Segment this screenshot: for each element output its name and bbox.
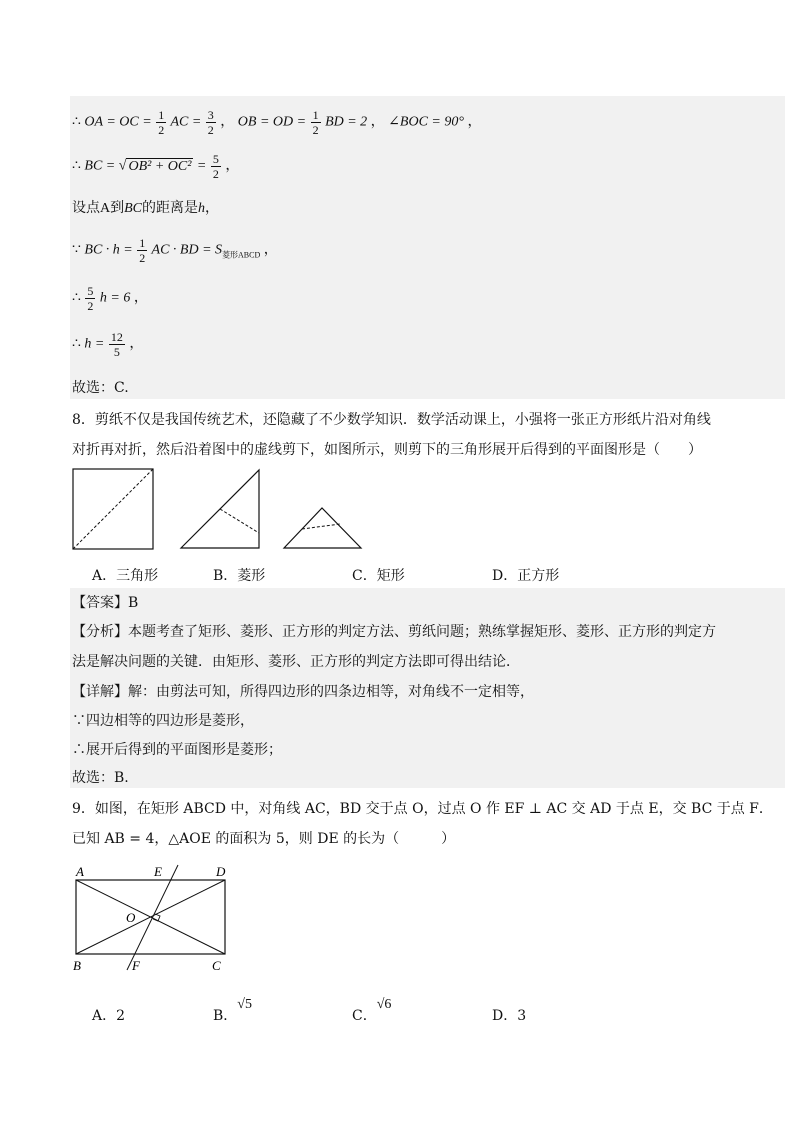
q8-option-c: C．矩形 <box>352 568 405 584</box>
q7-step-3: 设点A到BC的距离是h， <box>72 200 220 216</box>
q8-answer: 【答案】B <box>72 595 139 611</box>
q7-step-6: ∴ h = $\frac{12}{5}$ ， <box>72 330 144 359</box>
q7-choice: 故选：C. <box>72 380 129 396</box>
q9-label-a: A <box>76 864 84 879</box>
q8-square-diagonal <box>73 469 153 549</box>
q8-analysis-line-1: 【分析】本题考查了矩形、菱形、正方形的判定方法、剪纸问题；熟练掌握矩形、菱形、正方形的判定方 <box>72 624 716 640</box>
q9-label-o: O <box>126 910 136 925</box>
q9-option-b: B．√5 <box>213 997 252 1024</box>
q9-option-a: A．2 <box>92 1008 126 1024</box>
q8-detail-line-1: 【详解】解：由剪法可知，所得四边形的四条边相等，对角线不一定相等， <box>72 684 534 700</box>
q8-question-line-1: 8．剪纸不仅是我国传统艺术，还隐藏了不少数学知识．数学活动课上，小强将一张正方形纸片沿对角线 <box>72 412 711 428</box>
q9-question-line-1: 9．如图，在矩形 ABCD 中，对角线 AC，BD 交于点 O，过点 O 作 EF ⊥ AC 交 AD 于点 E，交 BC 于点 F． <box>72 801 773 817</box>
q8-small-triangle-dash <box>302 524 340 529</box>
q7-step-5: ∴ $\frac{5}{2}$ h = 6 ， <box>72 284 148 313</box>
q8-detail-line-3: ∴展开后得到的平面图形是菱形； <box>72 742 282 758</box>
q9-option-b-value: √5 <box>237 997 252 1012</box>
q9-option-d: D．3 <box>492 1008 527 1024</box>
q7-step-4: ∵ BC · h = $\frac{1}{2}$ AC · BD = $S_{菱形ABCD}$ ， <box>72 236 278 265</box>
q8-folded-triangle-dash <box>220 509 259 533</box>
q7-step-1: ∴ OA = OC = $\frac{1}{2}$ AC = $\frac{3}{2}$ ， OB = OD = $\frac{1}{2}$ BD = 2 ， ∠BOC = 90° ， <box>72 108 482 137</box>
q9-label-c: C <box>212 958 221 973</box>
q9-option-c: C．√6 <box>352 997 392 1024</box>
q9-question-line-2: 已知 AB = 4，△AOE 的面积为 5，则 DE 的长为（ ） <box>72 831 456 847</box>
q9-option-c-value: √6 <box>376 997 392 1012</box>
q9-label-e: E <box>154 864 162 879</box>
q9-label-d: D <box>216 864 226 879</box>
q8-detail-line-4: 故选：B. <box>72 770 129 786</box>
q7-step-2: ∴ BC = √ OB² + OC² = $\frac{5}{2}$ ， <box>72 152 240 181</box>
q8-option-a: A．三角形 <box>92 568 159 584</box>
q9-rectangle-figure <box>70 862 240 977</box>
q8-option-b: B．菱形 <box>213 568 266 584</box>
q8-small-triangle <box>284 508 361 548</box>
q8-option-d: D．正方形 <box>492 568 560 584</box>
q9-label-f: F <box>132 958 140 973</box>
q9-label-b: B <box>73 958 81 973</box>
q8-paper-folding-figure <box>70 466 370 556</box>
q8-detail-line-2: ∵四边相等的四边形是菱形， <box>72 713 254 729</box>
q8-question-line-2: 对折再对折，然后沿着图中的虚线剪下，如图所示，则剪下的三角形展开后得到的平面图形是（ ） <box>72 442 702 458</box>
q8-analysis-line-2: 法是解决问题的关键．由矩形、菱形、正方形的判定方法即可得出结论． <box>72 654 520 670</box>
